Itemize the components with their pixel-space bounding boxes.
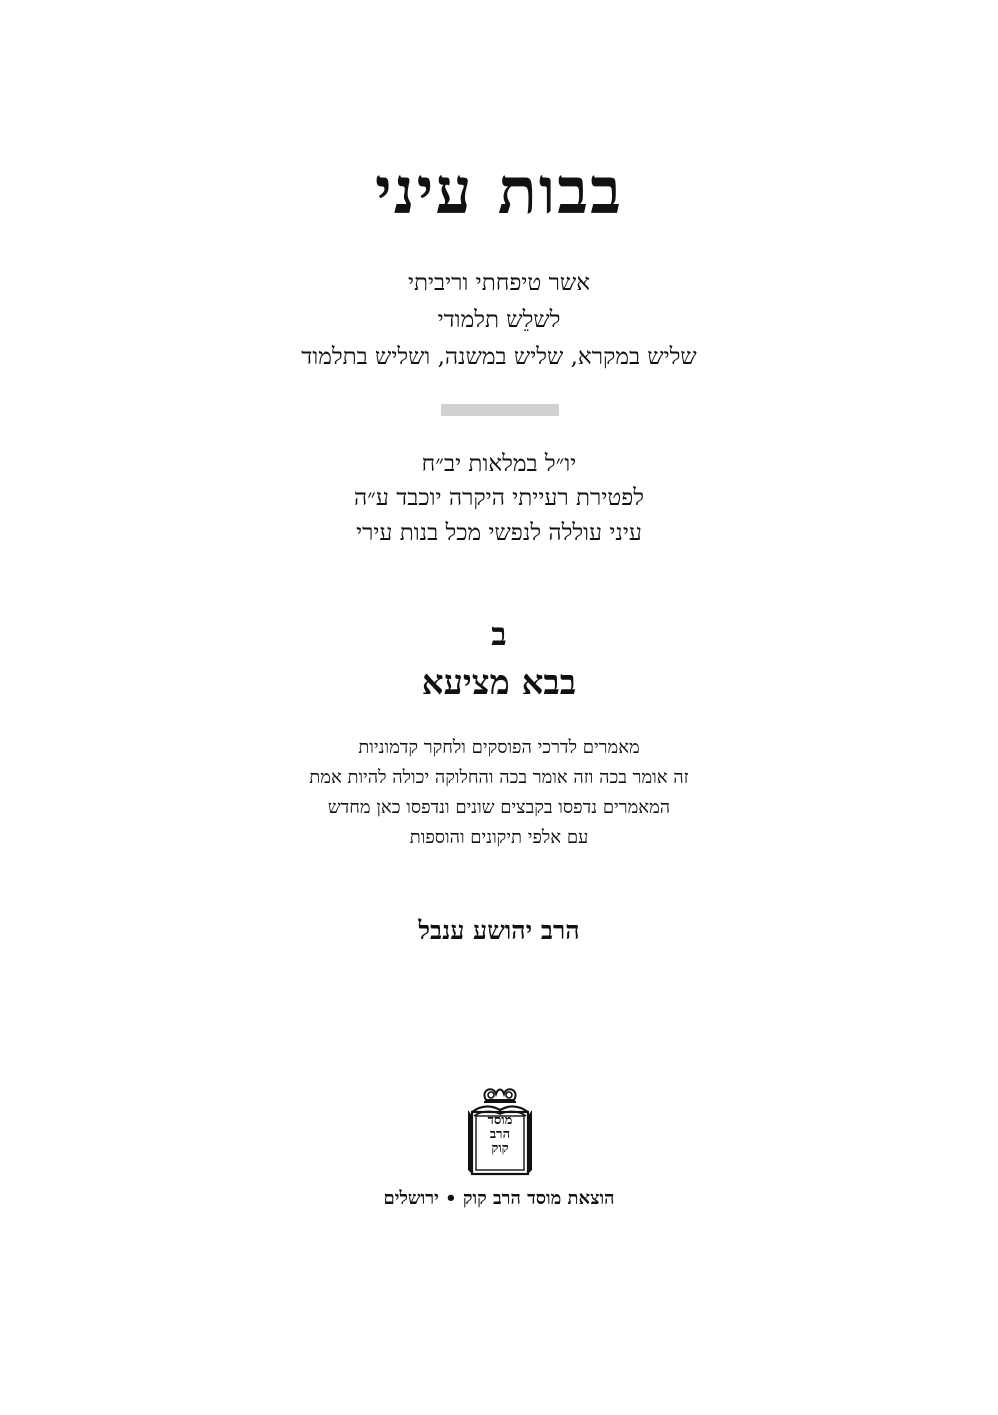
- book-title: בבות עיני: [375, 154, 623, 229]
- logo-text: [474, 1114, 526, 1156]
- memorial-line-2: לפטירת רעייתי היקרה יוכבד ע״ה: [353, 485, 645, 511]
- logo-line-1: מוסד: [487, 1113, 513, 1128]
- volume-name: בבא מציעא: [421, 663, 577, 703]
- volume-letter: ב: [491, 615, 507, 653]
- logo-line-3: קוק: [491, 1141, 509, 1156]
- section-divider: [441, 404, 559, 416]
- dedication-line-1: אשר טיפחתי וריביתי: [407, 270, 591, 296]
- dedication-line-2: לשלֵש תלמודי: [437, 307, 561, 333]
- memorial-line-3: עיני עוללה לנפשי מכל בנות עירי: [356, 520, 642, 546]
- description-line-4: עם אלפי תיקונים והוספות: [409, 827, 589, 848]
- memorial-line-1: יו״ל במלאות יב״ח: [421, 451, 577, 477]
- logo-line-2: הרב: [489, 1127, 511, 1142]
- dedication-line-3: שליש במקרא, שליש במשנה, ושליש בתלמוד: [301, 344, 697, 370]
- publisher-imprint: הוצאת מוסד הרב קוק • ירושלים: [383, 1188, 615, 1209]
- description-line-2: זה אומר בכה וזה אומר בכה והחלוקה יכולה להיות אמת: [309, 767, 689, 788]
- description-line-1: מאמרים לדרכי הפוסקים ולחקר קדמוניות: [358, 737, 640, 758]
- author-name: הרב יהושע ענבל: [418, 916, 580, 945]
- description-line-3: המאמרים נדפסו בקבצים שונים ונדפסו כאן מחדש: [327, 797, 671, 818]
